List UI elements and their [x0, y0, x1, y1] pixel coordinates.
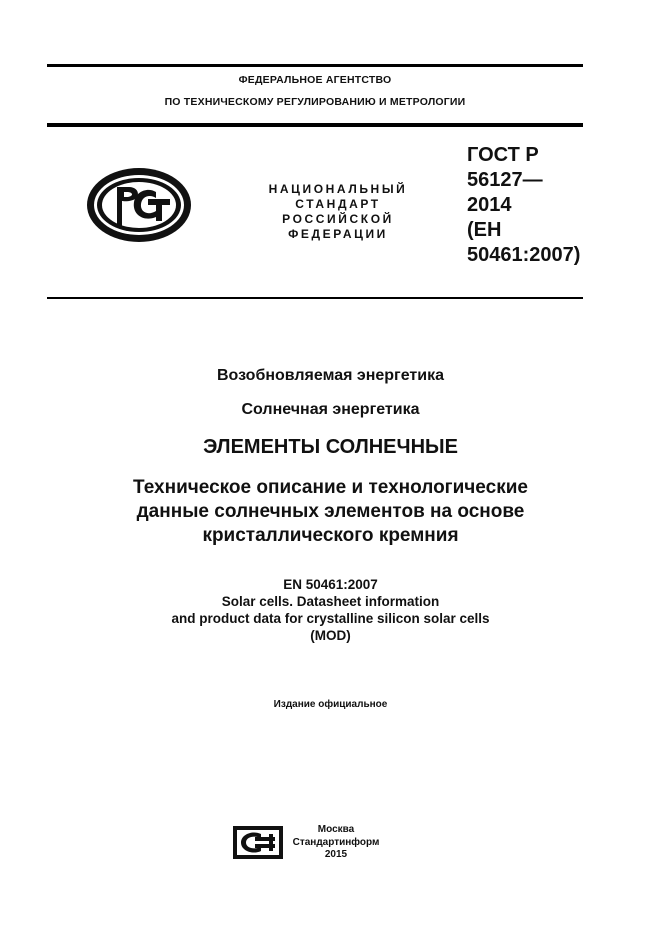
publisher-name: Стандартинформ [292, 836, 380, 848]
gost-line: 56127— [467, 169, 543, 191]
english-title [0, 576, 661, 644]
gost-designation [467, 143, 627, 268]
separator-rule [47, 297, 583, 299]
publisher-block [284, 824, 388, 862]
gost-line: (ЕН [467, 219, 502, 241]
standartinform-logo [233, 826, 283, 859]
english-line: (MOD) [310, 628, 351, 643]
header-rule [47, 123, 583, 127]
national-standard-line: СТАНДАРТ [295, 197, 381, 211]
national-standard-label [248, 182, 428, 242]
edition-label: Издание официальное [273, 699, 388, 710]
agency-line-1: ФЕДЕРАЛЬНОЕ АГЕНТСТВО [238, 74, 392, 86]
gost-line: 2014 [467, 194, 512, 216]
national-standard-line: НАЦИОНАЛЬНЫЙ [268, 182, 408, 196]
title-line-2: Солнечная энергетика [241, 401, 420, 418]
publisher-city: Москва [317, 824, 355, 835]
national-standard-line: РОССИЙСКОЙ [282, 212, 394, 226]
subtitle-line: Техническое описание и технологические [133, 477, 528, 498]
publisher-year: 2015 [324, 849, 348, 860]
national-standard-line: ФЕДЕРАЦИИ [288, 227, 388, 241]
subtitle-line: кристаллического кремния [202, 525, 459, 546]
top-rule [47, 64, 583, 67]
agency-line-2: ПО ТЕХНИЧЕСКОМУ РЕГУЛИРОВАНИЮ И МЕТРОЛОГИИ [164, 96, 466, 108]
rst-conformity-logo [86, 167, 192, 243]
gost-line: 50461:2007) [467, 244, 581, 266]
subtitle-line: данные солнечных элементов на основе [136, 501, 525, 522]
gost-line: ГОСТ Р [467, 144, 539, 166]
english-line: EN 50461:2007 [283, 577, 378, 592]
english-line: Solar cells. Datasheet information [221, 594, 440, 609]
title-line-1: Возобновляемая энергетика [217, 367, 444, 384]
document-subtitle [0, 476, 661, 548]
english-line: and product data for crystalline silicon solar cells [171, 611, 490, 626]
document-title: ЭЛЕМЕНТЫ СОЛНЕЧНЫЕ [203, 436, 458, 458]
